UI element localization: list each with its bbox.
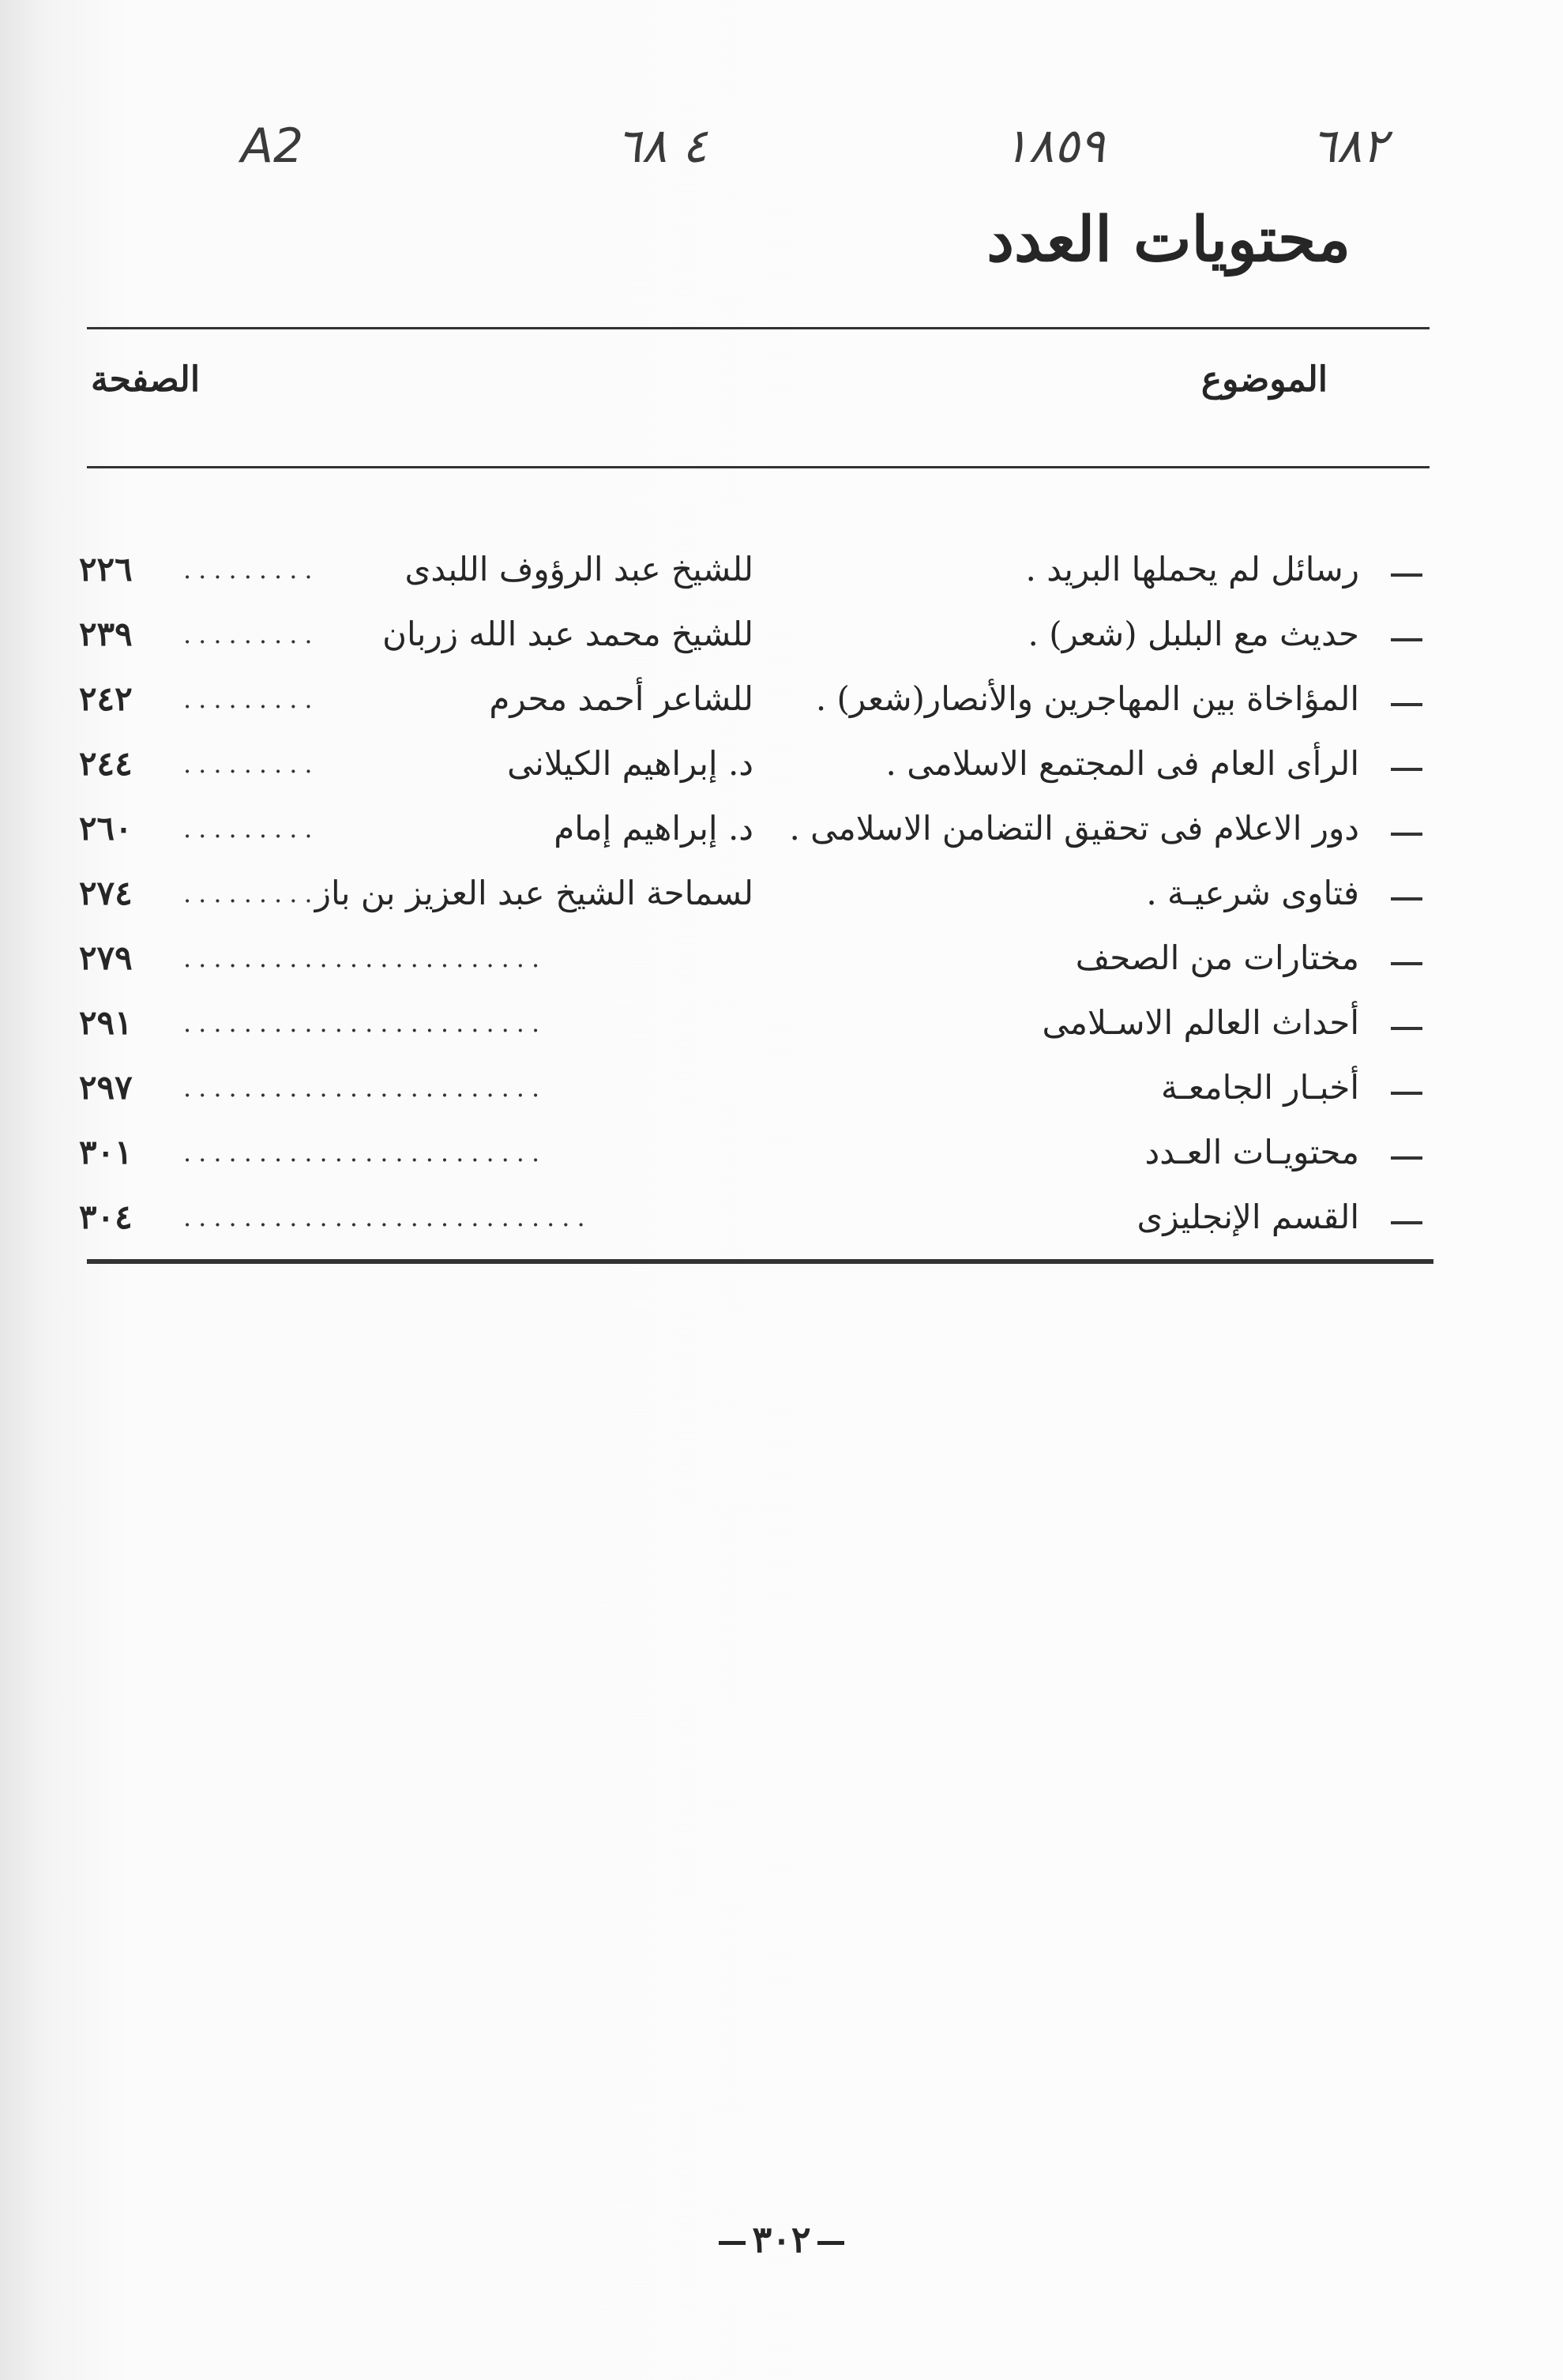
entry-author: لسماحة الشيخ عبد العزيز بن باز <box>314 874 753 912</box>
row-dash <box>1391 1092 1422 1095</box>
entry-page-number: ٢٩٧ <box>79 1068 133 1107</box>
toc-row <box>0 738 1563 801</box>
toc-row <box>0 543 1563 607</box>
row-dash <box>1391 638 1422 641</box>
row-dash <box>1391 1156 1422 1160</box>
entry-author: للشيخ محمد عبد الله زربان <box>382 615 753 653</box>
entry-author: للشاعر أحمد محرم <box>489 679 753 718</box>
entry-title: فتاوى شرعيـة . <box>1146 874 1359 912</box>
entry-title: محتويـات العـدد <box>1144 1133 1359 1171</box>
toc-row <box>0 932 1563 995</box>
entry-author: د. إبراهيم إمام <box>554 809 753 848</box>
leader-dots: ......... <box>183 555 320 585</box>
leader-dots: ........................ <box>183 1137 547 1167</box>
divider-bottom <box>87 1259 1433 1264</box>
entry-title: القسم الإنجليزى <box>1137 1198 1359 1236</box>
entry-author: د. إبراهيم الكيلانى <box>507 744 753 783</box>
toc-row <box>0 608 1563 671</box>
row-dash <box>1391 703 1422 706</box>
leader-dots: ......... <box>183 749 320 779</box>
entry-page-number: ٢٣٩ <box>79 615 133 653</box>
divider-header <box>87 466 1430 468</box>
entry-title: المؤاخاة بين المهاجرين والأنصار(شعر) . <box>815 679 1359 718</box>
entry-title: حديث مع البلبل (شعر) . <box>1028 615 1359 653</box>
row-dash <box>1391 1027 1422 1030</box>
toc-row <box>0 803 1563 866</box>
entry-page-number: ٢٧٩ <box>79 938 133 977</box>
row-dash <box>1391 573 1422 577</box>
entry-page-number: ٣٠١ <box>79 1133 133 1171</box>
entry-page-number: ٢٤٢ <box>79 679 133 718</box>
handwritten-note: A2 <box>241 118 304 174</box>
row-dash <box>1391 768 1422 771</box>
toc-row <box>0 673 1563 736</box>
leader-dots: ........................... <box>183 1202 592 1232</box>
entry-page-number: ٢٢٦ <box>79 550 133 588</box>
toc-row <box>0 997 1563 1060</box>
handwritten-note: ١٨٥٩ <box>1003 118 1105 174</box>
row-dash <box>1391 897 1422 900</box>
page-title: محتويات العدد <box>986 204 1351 276</box>
footer-dash <box>817 2241 844 2245</box>
toc-row <box>0 867 1563 931</box>
leader-dots: ......... <box>183 878 320 908</box>
leader-dots: ......... <box>183 619 320 649</box>
row-dash <box>1391 1221 1422 1224</box>
entry-page-number: ٣٠٤ <box>79 1198 133 1236</box>
leader-dots: ......... <box>183 684 320 714</box>
entry-page-number: ٢٩١ <box>79 1003 133 1042</box>
entry-title: رسائل لم يحملها البريد . <box>1025 550 1359 588</box>
leader-dots: ......... <box>183 814 320 844</box>
entry-title: دور الاعلام فى تحقيق التضامن الاسلامى . <box>789 809 1359 848</box>
leader-dots: ........................ <box>183 943 547 973</box>
entry-title: الرأى العام فى المجتمع الاسلامى . <box>885 744 1359 783</box>
entry-author: للشيخ عبد الرؤوف اللبدى <box>404 550 753 588</box>
handwritten-note: ٦٨٢ <box>1311 118 1388 174</box>
toc-row <box>0 1062 1563 1125</box>
divider-top <box>87 327 1430 329</box>
column-header-topic: الموضوع <box>1200 359 1328 400</box>
page-number-footer <box>0 2218 1563 2261</box>
toc-row <box>0 1191 1563 1254</box>
column-header-page: الصفحة <box>91 359 201 400</box>
toc-row <box>0 1126 1563 1190</box>
leader-dots: ........................ <box>183 1073 547 1103</box>
entry-title: أخبـار الجامعـة <box>1161 1068 1359 1107</box>
leader-dots: ........................ <box>183 1008 547 1038</box>
entry-page-number: ٢٤٤ <box>79 744 133 783</box>
entry-page-number: ٢٦٠ <box>79 809 133 848</box>
handwritten-note: ٤ ٦٨ <box>616 118 708 174</box>
footer-dash <box>719 2241 746 2245</box>
row-dash <box>1391 962 1422 965</box>
page-number: ٣٠٢ <box>752 2218 811 2261</box>
entry-title: أحداث العالم الاسـلامى <box>1042 1003 1359 1042</box>
entry-title: مختارات من الصحف <box>1075 938 1359 977</box>
row-dash <box>1391 833 1422 836</box>
entry-page-number: ٢٧٤ <box>79 874 133 912</box>
